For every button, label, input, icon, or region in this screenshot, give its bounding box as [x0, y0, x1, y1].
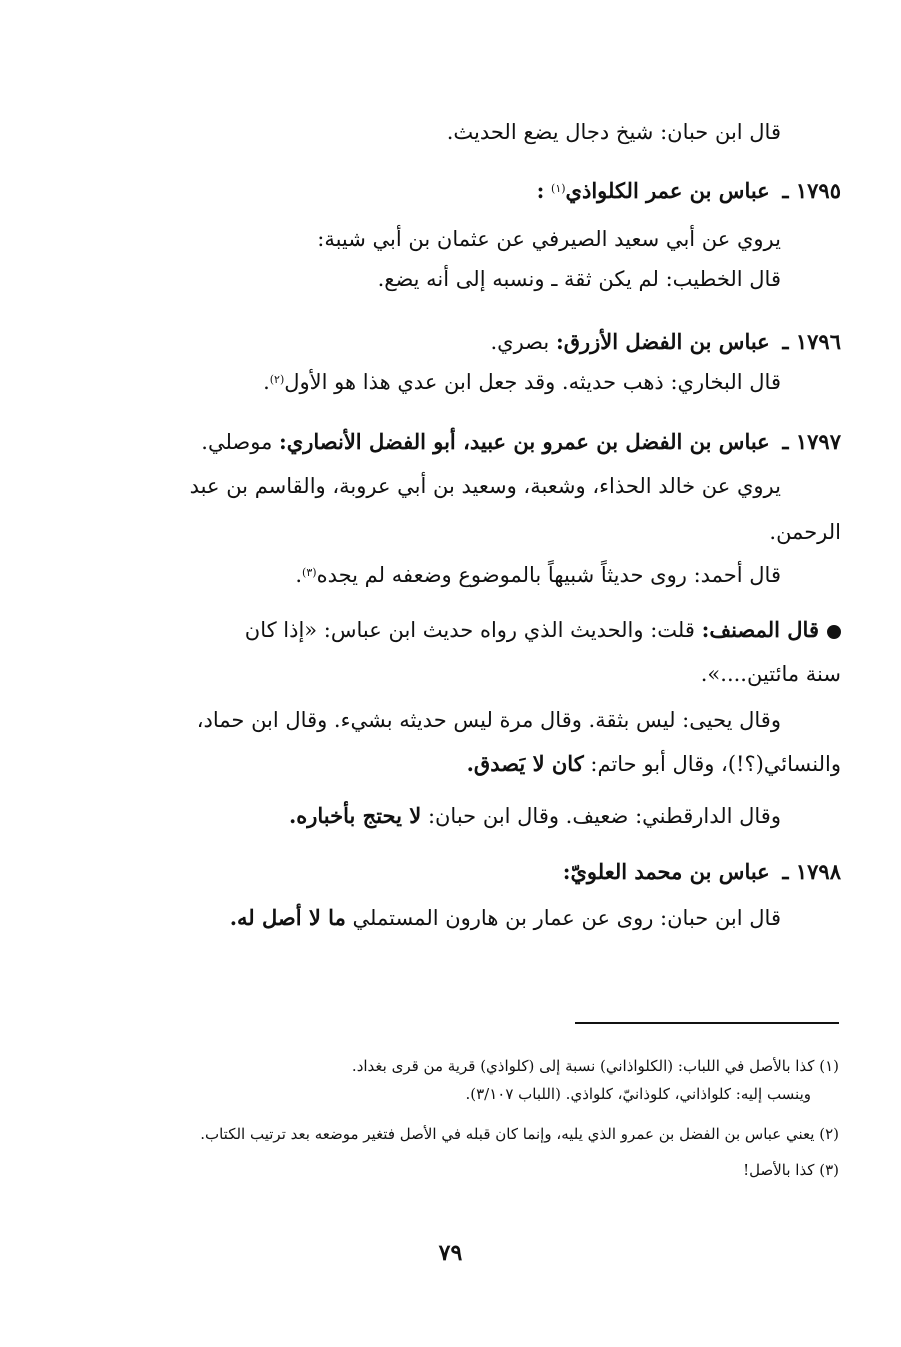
entry-colon: : [536, 178, 545, 203]
footnote-ref: (١) [551, 182, 566, 195]
bold-verdict: لا يحتج بأخباره. [288, 803, 422, 828]
bold-verdict: كان لا يَصدق. [466, 751, 584, 776]
text-segment: وقال الدارقطني: ضعيف. وقال ابن حبان: [427, 804, 781, 828]
entry-number: ١٧٩٥ ـ [782, 178, 841, 203]
entry-1797-heading [60, 428, 841, 456]
entry-1798-heading [60, 858, 841, 886]
text-line-narrators: يروي عن خالد الحذاء، وشعبة، وسعيد بن أبي عروبة، والقاسم بن عبد [189, 474, 781, 498]
text-segment: قال البخاري: ذهب حديثه. وقد جعل ابن عدي هذا هو الأول [284, 370, 781, 394]
entry-origin: موصلي. [201, 430, 273, 454]
text-line-khatib: قال الخطيب: لم يكن ثقة ـ ونسبه إلى أنه يضع. [377, 267, 781, 291]
text-segment: قال أحمد: روى حديثاً شبيهاً بالموضوع وضعفه لم يجده [316, 563, 781, 587]
text-line-ibn-hibban-1: قال ابن حبان: شيخ دجال يضع الحديث. [446, 120, 781, 144]
entry-number: ١٧٩٨ ـ [782, 859, 841, 884]
text-line-author-note [60, 616, 841, 644]
text-end: . [295, 563, 303, 587]
entry-origin: بصري. [490, 330, 550, 354]
text-line-bukhari [60, 368, 781, 396]
text-line-ibn-hibban-2 [60, 904, 781, 932]
text-end: . [263, 370, 270, 394]
entry-1795-heading [60, 177, 841, 205]
footnote-ref: (٣) [302, 566, 317, 579]
text-segment: قلت: والحديث الذي رواه حديث ابن عباس: «إذا كان [244, 618, 695, 642]
text-line-two-hundred: سنة مائتين....». [700, 662, 841, 686]
text-segment: قال ابن حبان: روى عن عمار بن هارون المستملي [352, 906, 781, 930]
text-line-narrates: يروي عن أبي سعيد الصيرفي عن عثمان بن أبي شيبة: [317, 227, 781, 251]
text-line-daraqutni [60, 802, 781, 830]
entry-number: ١٧٩٦ ـ [782, 329, 841, 354]
text-line-rahman: الرحمن. [769, 520, 841, 544]
entry-name: عباس بن عمر الكلواذي [565, 178, 770, 203]
footnote-2: (٢) يعني عباس بن الفضل بن عمرو الذي يليه، وإنما كان قبله في الأصل فتغير موضعه بعد ترتيب الكتاب. [200, 1125, 839, 1143]
footnote-1: (١) كذا بالأصل في اللباب: (الكلواذاني) نسبة إلى (كلواذي) قرية من قرى بغداد. [351, 1057, 839, 1075]
entry-number: ١٧٩٧ ـ [782, 429, 841, 454]
footnote-3: (٣) كذا بالأصل! [743, 1161, 839, 1179]
entry-name: عباس بن الفضل الأزرق: [555, 329, 770, 354]
author-label: قال المصنف: [701, 617, 819, 642]
footnote-1-cont: وينسب إليه: كلواذاني، كلوذانيّ، كلواذي. (اللباب ٣/١٠٧). [465, 1085, 811, 1103]
entry-name: عباس بن الفضل بن عمرو بن عبيد، أبو الفضل الأنصاري: [279, 429, 770, 454]
text-line-ahmad [60, 561, 781, 589]
bold-verdict: ما لا أصل له. [229, 905, 346, 930]
entry-1796-heading [60, 328, 841, 356]
entry-name: عباس بن محمد العلويّ: [562, 859, 770, 884]
bullet-icon [827, 625, 841, 639]
text-line-nasai [60, 750, 841, 778]
text-line-yahya: وقال يحيى: ليس بثقة. وقال مرة ليس حديثه بشيء. وقال ابن حماد، [196, 708, 781, 732]
page-number: ٧٩ [438, 1240, 463, 1266]
text-segment: والنسائي(؟!)، وقال أبو حاتم: [590, 752, 841, 776]
footnote-ref: (٢) [269, 373, 285, 386]
footnote-separator [575, 1022, 839, 1024]
